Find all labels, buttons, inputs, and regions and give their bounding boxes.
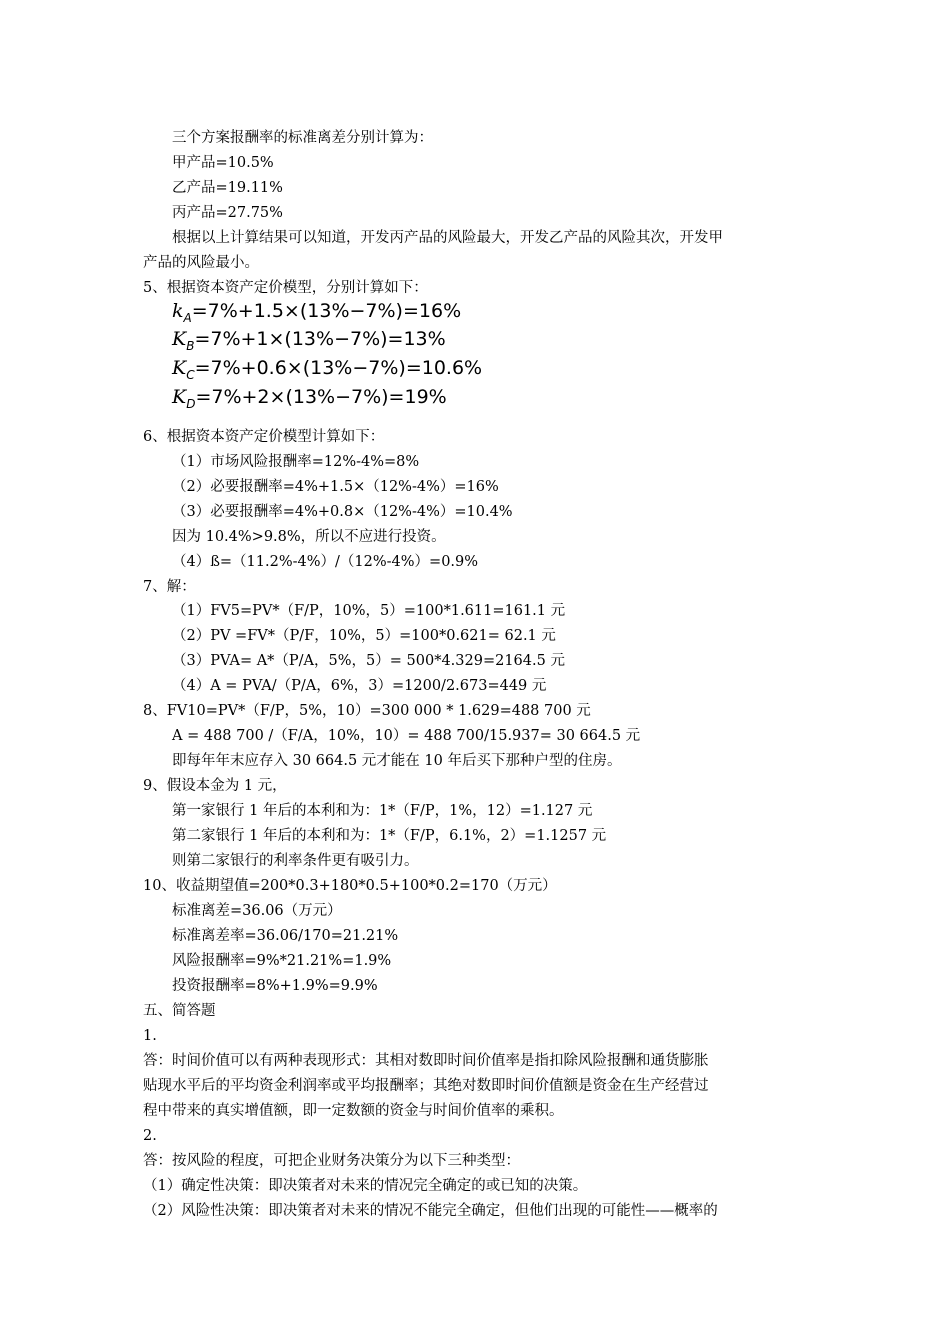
text-line: 6、根据资本资产定价模型计算如下： <box>143 429 385 445</box>
text-line: （1）市场风险报酬率=12%-4%=8% <box>172 454 420 470</box>
text-line: 标准离差率=36.06/170=21.21% <box>172 928 399 944</box>
text-line: （2）PV =FV*（P/F，10%，5）=100*0.621= 62.1 元 <box>172 628 556 644</box>
text-line: （1）确定性决策：即决策者对未来的情况完全确定的或已知的决策。 <box>143 1178 588 1194</box>
equation-kb <box>172 326 446 352</box>
equation-ka <box>172 298 461 324</box>
text-line: （2）风险性决策：即决策者对未来的情况不能完全确定，但他们出现的可能性——概率的 <box>143 1203 718 1219</box>
text-line: 8、FV10=PV*（F/P，5%，10）=300 000 * 1.629=488 700 元 <box>143 703 591 719</box>
equation-subscript: A <box>183 311 192 325</box>
text-line: 因为 10.4%>9.8%，所以不应进行投资。 <box>172 529 446 545</box>
text-line: 即每年年末应存入 30 664.5 元才能在 10 年后买下那种户型的住房。 <box>172 753 622 769</box>
question-number: 1. <box>143 1028 157 1044</box>
text-line: 9、假设本金为 1 元， <box>143 778 287 794</box>
text-line: 标准离差=36.06（万元） <box>172 903 342 919</box>
equation-expression: =7%+1×(13%−7%)=13% <box>194 328 446 350</box>
text-line: （2）必要报酬率=4%+1.5×（12%-4%）=16% <box>172 479 499 495</box>
text-line: 7、解： <box>143 579 196 595</box>
text-line: （3）必要报酬率=4%+0.8×（12%-4%）=10.4% <box>172 504 513 520</box>
equation-variable: K <box>172 386 187 408</box>
text-line: A = 488 700 /（F/A，10%，10）= 488 700/15.937= 30 664.5 元 <box>172 728 641 744</box>
equation-expression: =7%+1.5×(13%−7%)=16% <box>191 300 462 322</box>
text-line: 贴现水平后的平均资金利润率或平均报酬率；其绝对数即时间价值额是资金在生产经营过 <box>143 1078 709 1094</box>
equation-kd <box>172 384 447 410</box>
section-heading: 五、简答题 <box>143 1003 216 1019</box>
text-line: 风险报酬率=9%*21.21%=1.9% <box>172 953 392 969</box>
text-line: 甲产品=10.5% <box>172 155 274 171</box>
equation-kc <box>172 355 482 381</box>
equation-subscript: C <box>186 368 195 382</box>
equation-subscript: B <box>186 339 195 353</box>
equation-variable: k <box>172 300 184 322</box>
text-line: 投资报酬率=8%+1.9%=9.9% <box>172 978 378 994</box>
text-line: 程中带来的真实增值额，即一定数额的资金与时间价值率的乘积。 <box>143 1103 564 1119</box>
text-line: 三个方案报酬率的标准离差分别计算为： <box>172 130 433 146</box>
text-line: 10、收益期望值=200*0.3+180*0.5+100*0.2=170（万元） <box>143 878 557 894</box>
text-line: （4）ß=（11.2%-4%）/（12%-4%）=0.9% <box>172 554 479 570</box>
text-line: （1）FV5=PV*（F/P，10%，5）=100*1.611=161.1 元 <box>172 603 566 619</box>
text-line: 答：时间价值可以有两种表现形式：其相对数即时间价值率是指扣除风险报酬和通货膨胀 <box>143 1053 709 1069</box>
text-line: 5、根据资本资产定价模型，分别计算如下： <box>143 280 428 296</box>
text-line: 答：按风险的程度，可把企业财务决策分为以下三种类型： <box>143 1153 520 1169</box>
text-line: 乙产品=19.11% <box>172 180 283 196</box>
equation-variable: K <box>172 357 187 379</box>
equation-subscript: D <box>186 397 196 411</box>
text-line: （3）PVA= A*（P/A，5%，5）= 500*4.329=2164.5 元 <box>172 653 565 669</box>
text-line: 则第二家银行的利率条件更有吸引力。 <box>172 853 419 869</box>
text-line: 产品的风险最小。 <box>143 255 259 271</box>
text-line: 第一家银行 1 年后的本利和为：1*（F/P，1%，12）=1.127 元 <box>172 803 593 819</box>
equation-expression: =7%+0.6×(13%−7%)=10.6% <box>194 357 483 379</box>
text-line: 第二家银行 1 年后的本利和为：1*（F/P，6.1%，2）=1.1257 元 <box>172 828 607 844</box>
text-line: 根据以上计算结果可以知道，开发丙产品的风险最大，开发乙产品的风险其次，开发甲 <box>172 230 723 246</box>
equation-variable: K <box>172 328 187 350</box>
text-line: 丙产品=27.75% <box>172 205 283 221</box>
question-number: 2. <box>143 1128 157 1144</box>
text-line: （4）A = PVA/（P/A，6%，3）=1200/2.673=449 元 <box>172 678 547 694</box>
equation-expression: =7%+2×(13%−7%)=19% <box>195 386 447 408</box>
